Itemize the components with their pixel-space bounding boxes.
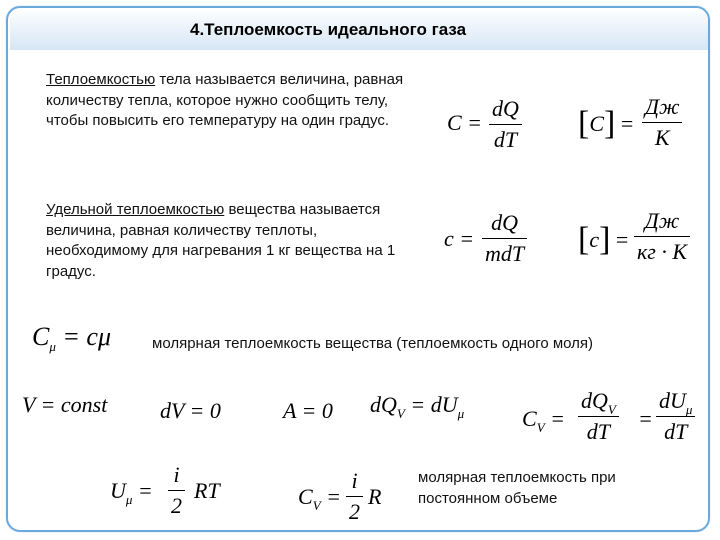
definition-heat-capacity-text: тела называется величина, равная количеству тепла, которое нужно сообщить телу, чтобы повысить его температуру на один градус. (46, 71, 404, 129)
cv2-fraction (346, 468, 363, 525)
cv-lhs (522, 406, 565, 435)
cv2-equals: = (320, 484, 341, 509)
formula-cv-ideal (298, 468, 408, 534)
formula-specific-heat-lhs: c = (444, 226, 475, 251)
cv2-rhs: R (368, 484, 382, 509)
formula-heat-capacity-lhs: C = (447, 110, 483, 135)
cv2-C: C (298, 484, 313, 509)
molar-const-volume-description: молярная теплоемкость при постоянном объеме (418, 469, 616, 507)
unit-symbol: c (589, 227, 600, 252)
umu-equals: = (132, 478, 153, 503)
unit-fraction (642, 94, 682, 151)
slide-title: 4.Теплоемкость идеального газа (190, 20, 467, 39)
cv2-denominator: 2 (349, 499, 360, 524)
cv-numerator-1 (578, 388, 619, 417)
unit-lhs: [C] = (578, 105, 634, 142)
formula-cv (522, 388, 712, 456)
definition-specific-heat (46, 200, 416, 282)
definition-specific-heat-text: вещества называется величина, равная количеству теплоты, необходимому для нагревания 1 кг вещества на 1 градус. (46, 201, 396, 280)
unit-lhs: [c] = (578, 221, 629, 258)
umu-numerator: i (168, 462, 185, 491)
dq-subscript: V (396, 406, 405, 421)
cv-equals-2: = (638, 406, 653, 431)
cv2-numerator: i (346, 468, 363, 497)
umu-subscript: μ (125, 492, 133, 507)
umu-fraction (168, 462, 185, 519)
dq-text: dQ (370, 392, 397, 417)
formula-internal-energy (110, 462, 250, 528)
du-text: = dU (404, 392, 458, 417)
formula-heat-capacity-unit (578, 94, 698, 160)
definition-heat-capacity (46, 70, 416, 132)
cv2-lhs (298, 484, 341, 513)
molar-rhs: = cμ (62, 322, 112, 351)
umu-rhs: RT (194, 478, 220, 503)
formula-v-const: V = const (22, 392, 108, 417)
formula-molar-heat (32, 322, 111, 352)
formula-specific-heat-unit (578, 208, 708, 274)
formula-dq-du (370, 392, 465, 421)
cv-subscript: V (536, 420, 545, 435)
cv-C: C (522, 406, 537, 431)
cv-fraction-1 (578, 388, 619, 445)
cv-denominator-1: dT (586, 419, 611, 444)
unit-denominator: кг · К (637, 239, 687, 264)
umu-U: U (110, 478, 126, 503)
unit-denominator: К (654, 125, 670, 150)
formula-dv-zero: dV = 0 (160, 398, 221, 423)
formula-numerator: dQ (489, 96, 522, 125)
formula-denominator: mdT (485, 241, 525, 266)
cv-num2-text: dU (659, 388, 686, 413)
cv-num1-subscript: V (607, 402, 616, 417)
formula-work-zero: A = 0 (283, 398, 333, 423)
umu-denominator: 2 (171, 493, 182, 518)
cv-num2-subscript: μ (685, 402, 693, 417)
formula-heat-capacity (447, 96, 537, 158)
cv-fraction-2 (656, 388, 695, 445)
cv-equals: = (544, 406, 565, 431)
formula-numerator: dQ (482, 210, 527, 239)
umu-lhs (110, 478, 153, 507)
molar-subscript: μ (49, 339, 56, 354)
unit-symbol: C (589, 111, 605, 136)
formula-heat-capacity-fraction (489, 96, 522, 153)
molar-heat-description: молярная теплоемкость вещества (теплоемкость одного моля) (152, 335, 594, 352)
molar-C: C (32, 322, 50, 351)
cv-denominator-2: dT (664, 419, 688, 444)
unit-numerator: Дж (634, 208, 690, 237)
cv2-subscript: V (312, 498, 321, 513)
unit-fraction (634, 208, 690, 265)
formula-specific-heat-fraction (482, 210, 527, 267)
formula-specific-heat (444, 210, 554, 276)
term-specific-heat: Удельной теплоемкостью (46, 201, 225, 218)
cv-num1-text: dQ (581, 388, 608, 413)
unit-numerator: Дж (642, 94, 682, 123)
formula-denominator: dT (493, 127, 518, 152)
du-subscript: μ (457, 406, 465, 421)
term-heat-capacity: Теплоемкостью (46, 71, 156, 88)
cv-numerator-2 (656, 388, 695, 417)
